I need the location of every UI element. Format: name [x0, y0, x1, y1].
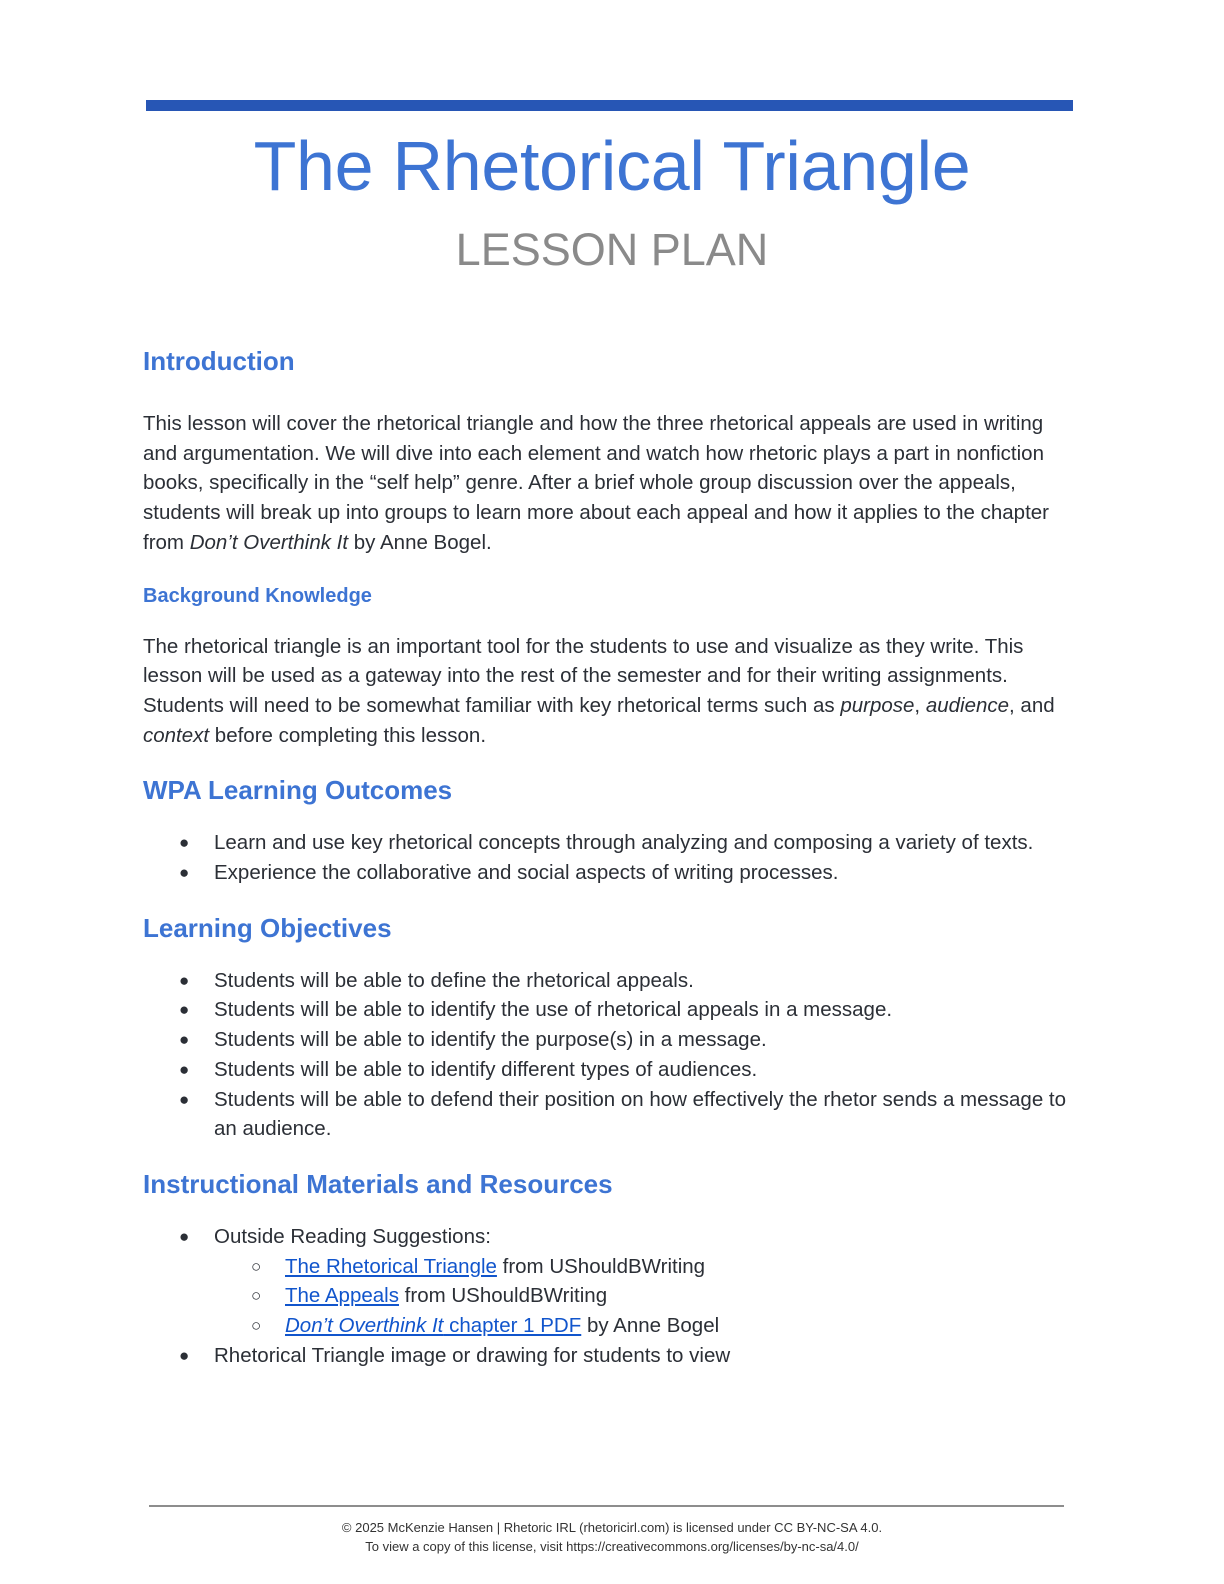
- term-context: context: [143, 723, 210, 747]
- list-item: ● Students will be able to identify the use of rhetorical appeals in a message.: [143, 995, 1083, 1025]
- top-rule: [146, 100, 1073, 111]
- hollow-bullet-icon: ○: [251, 1316, 262, 1336]
- bullet-icon: ●: [179, 1030, 190, 1050]
- book-title: Don’t Overthink It: [189, 530, 349, 554]
- objectives-list: [143, 966, 1083, 1144]
- list-item: ● Students will be able to define the rhetorical appeals.: [143, 966, 1083, 996]
- page-title: The Rhetorical Triangle: [253, 127, 971, 205]
- list-item: ● Rhetorical Triangle image or drawing for students to view: [143, 1341, 1083, 1371]
- term-purpose: purpose: [840, 693, 915, 717]
- reading-sublist: [214, 1252, 1083, 1341]
- hollow-bullet-icon: ○: [251, 1256, 262, 1276]
- objectives-heading: Learning Objectives: [143, 912, 392, 943]
- background-paragraph: The rhetorical triangle is an important tool for the students to use and visualize as they write. This lesson will be used as a gateway into the rest of the semester and for their writing assignments. Students will need to be somewhat familiar with key rhetorical terms such as purpose, audience, and context before completing this lesson.: [143, 634, 1055, 747]
- wpa-heading: WPA Learning Outcomes: [143, 775, 453, 806]
- list-item: ○ The Appeals from UShouldBWriting: [143, 1281, 1083, 1311]
- list-item: ● Outside Reading Suggestions: ○ The Rhetorical Triangle from UShouldBWriting ○ The Appeals from UShouldBWriting ○ Don’t Overthink It chapter 1 PDF by Anne Bogel: [143, 1222, 1083, 1341]
- bullet-icon: ●: [179, 970, 190, 990]
- bullet-icon: ●: [179, 1226, 190, 1246]
- materials-list: [143, 1222, 1083, 1371]
- appeals-link[interactable]: The Appeals: [285, 1284, 399, 1308]
- list-item: ● Students will be able to identify different types of audiences.: [143, 1055, 1083, 1085]
- materials-heading: Instructional Materials and Resources: [143, 1168, 613, 1199]
- bullet-icon: ●: [179, 863, 190, 883]
- wpa-list: [143, 828, 1083, 887]
- license-footer: [0, 1518, 1224, 1556]
- list-item: ○ The Rhetorical Triangle from UShouldBWriting: [143, 1252, 1083, 1282]
- introduction-paragraph: This lesson will cover the rhetorical triangle and how the three rhetorical appeals are used in writing and argumentation. We will dive into each element and watch how rhetoric plays a part in nonfiction books, specifically in the “self help” genre. After a brief whole group discussion over the appeals, students will break up into groups to learn more about each appeal and how it applies to the chapter from Don’t Overthink It by Anne Bogel.: [143, 412, 1049, 554]
- document-body: [143, 337, 1083, 1370]
- footer-line-2: To view a copy of this license, visit https://creativecommons.org/licenses/by-nc-sa/4.0/: [365, 1539, 859, 1554]
- chapter-pdf-link[interactable]: Don’t Overthink It chapter 1 PDF: [285, 1314, 582, 1338]
- list-item: ● Experience the collaborative and social aspects of writing processes.: [143, 858, 1083, 888]
- rhetorical-triangle-link[interactable]: The Rhetorical Triangle: [285, 1254, 497, 1278]
- list-item: ● Students will be able to defend their position on how effectively the rhetor sends a message to an audience.: [143, 1085, 1083, 1144]
- bullet-icon: ●: [179, 1059, 190, 1079]
- footer-line-1: © 2025 McKenzie Hansen | Rhetoric IRL (rhetoricirl.com) is licensed under CC BY-NC-SA 4.0.: [341, 1520, 883, 1535]
- bullet-icon: ●: [179, 833, 190, 853]
- background-heading: Background Knowledge: [143, 584, 372, 607]
- hollow-bullet-icon: ○: [251, 1286, 262, 1306]
- list-item: ● Learn and use key rhetorical concepts through analyzing and composing a variety of texts.: [143, 828, 1083, 858]
- list-item: ● Students will be able to identify the purpose(s) in a message.: [143, 1025, 1083, 1055]
- bullet-icon: ●: [179, 1089, 190, 1109]
- bullet-icon: ●: [179, 1000, 190, 1020]
- page-subtitle: LESSON PLAN: [455, 224, 769, 275]
- introduction-heading: Introduction: [143, 346, 295, 376]
- term-audience: audience: [925, 693, 1010, 717]
- bullet-icon: ●: [179, 1345, 190, 1365]
- footer-rule: [149, 1505, 1064, 1507]
- list-item: ○ Don’t Overthink It chapter 1 PDF by Anne Bogel: [143, 1311, 1083, 1341]
